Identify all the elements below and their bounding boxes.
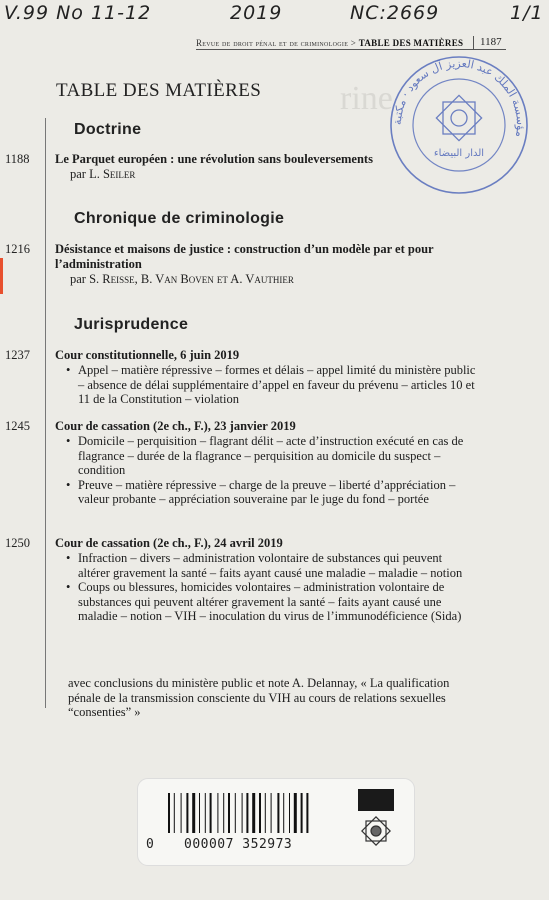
running-head-divider [473, 36, 474, 50]
barcode-icon [138, 779, 414, 865]
entry-author: par L. Seiler [70, 167, 136, 181]
keyword-list [66, 551, 476, 624]
handwritten-reference: NC:2669 [350, 2, 440, 24]
journal-name: Revue de droit pénal et de criminologie [196, 38, 349, 48]
stamp-ring-text: مؤسسة الملك عبد العزيز آل سعود · مكتبة [390, 56, 528, 139]
keyword-item: • Domicile – perquisition – flagrant délit – acte d’instruction exécuté en cas de flagrance – durée de la flagrance – perquisition au domicile du suspect – condition [66, 434, 464, 478]
entry-title: Cour de cassation (2e ch., F.), 24 avril 2019 [55, 536, 283, 550]
entry-page-number: 1250 [5, 536, 30, 550]
entry-title: Cour constitutionnelle, 6 juin 2019 [55, 348, 240, 362]
keyword-list [66, 363, 476, 407]
section-heading-jurisprudence: Jurisprudence [74, 316, 189, 333]
barcode-label [137, 778, 415, 866]
stamp-city-text: الدار البيضاء [433, 148, 485, 159]
keyword-list [66, 434, 476, 507]
handwritten-year: 2019 [230, 2, 283, 24]
running-head [196, 38, 463, 48]
barcode-number: 000007 352973 [184, 837, 293, 852]
handwritten-volume-note: V.99 No 11-12 [4, 2, 152, 24]
toc-entry [0, 419, 549, 507]
toc-entry [0, 536, 549, 624]
entry-page-number: 1216 [5, 242, 30, 256]
keyword-item: • Infraction – divers – administration volontaire de substances qui peuvent altérer gravement la santé – faits ayant causé une maladie – maladie – notion [66, 551, 463, 580]
entry-page-number: 1237 [5, 348, 30, 362]
entry-page-number: 1188 [5, 152, 30, 166]
entry-title: Le Parquet européen : une révolution sans bouleversements [55, 152, 373, 166]
keyword-item: • Preuve – matière répressive – charge de la preuve – liberté d’appréciation – valeur probante – appréciation souveraine par le juge du fond – portée [66, 477, 456, 507]
section-heading-chronique: Chronique de criminologie [74, 210, 285, 227]
entry-title: Cour de cassation (2e ch., F.), 23 janvier 2019 [55, 419, 296, 433]
show-through-text: rine [340, 80, 393, 117]
toc-entry [0, 242, 549, 287]
keyword-item: • Coups ou blessures, homicides volontaires – administration volontaire de substances qui peuvent altérer gravement la santé – faits ayant causé une maladie – notion – VIH – inoculation du virus de l’immunodéficience (Sida) [66, 580, 462, 624]
barcode-lead-digit: 0 [146, 837, 154, 852]
entry-author: par S. Reisse, B. Van Boven et A. Vauthier [70, 272, 294, 286]
keyword-item: • Appel – matière répressive – formes et délais – appel limité du ministère public – absence de délai supplémentaire d’appel en faveur du prévenu – articles 10 et 11 de la Constitution – violation [66, 363, 476, 407]
running-head-separator: > [350, 38, 357, 48]
section-heading-doctrine: Doctrine [74, 121, 142, 138]
entry-title: Désistance et maisons de justice : construction d’un modèle par et pour l’administration [55, 242, 434, 271]
page-number: 1187 [480, 36, 502, 48]
toc-entry [0, 152, 549, 182]
entry-page-number: 1245 [5, 419, 30, 433]
conclusion-note: avec conclusions du ministère public et note A. Delannay, « La qualification pénale de la transmission consciente du VIH au cours de relations sexuelles “consenties” » [68, 676, 450, 720]
toc-entry [0, 348, 549, 407]
handwritten-count: 1/1 [510, 2, 544, 24]
running-head-section: TABLE DES MATIÈRES [358, 38, 464, 48]
page-title: TABLE DES MATIÈRES [56, 80, 262, 101]
